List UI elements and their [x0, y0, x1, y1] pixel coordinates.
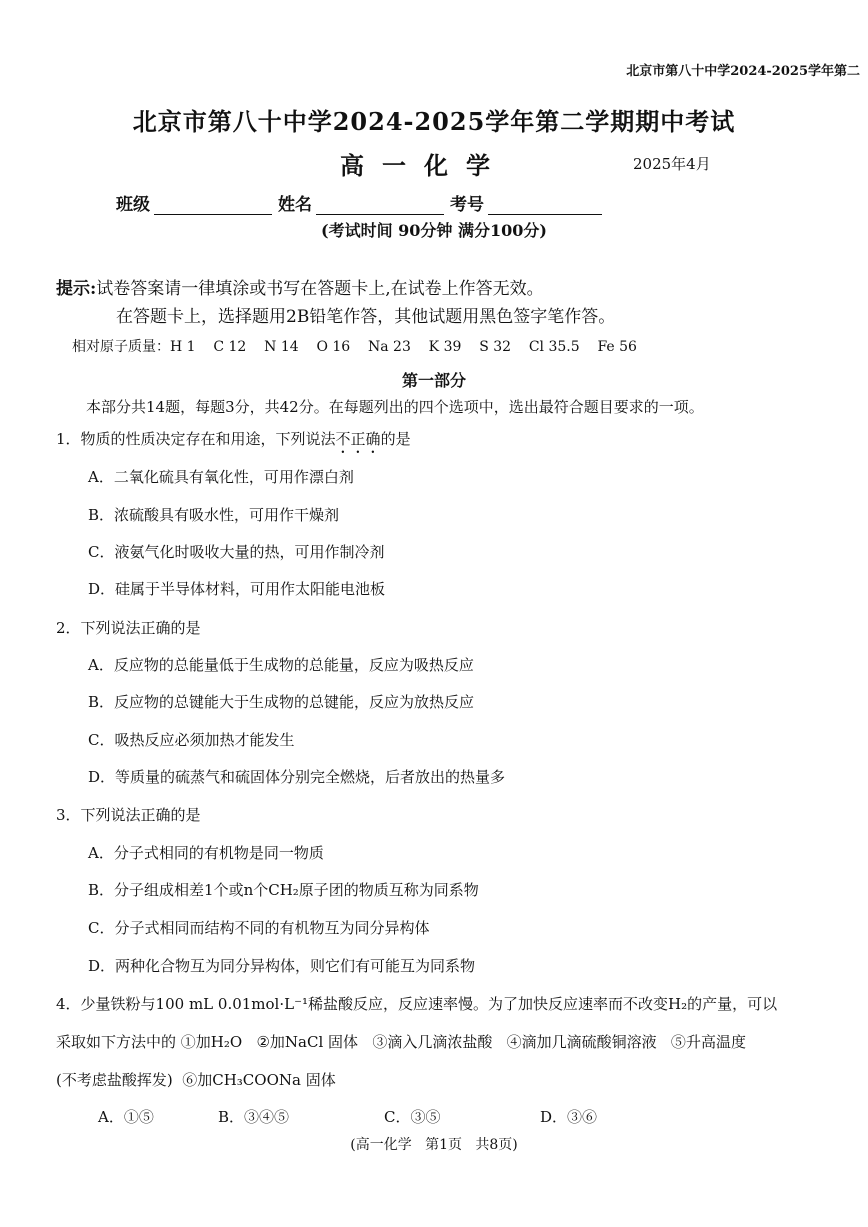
exam-date: 2025年4月 [633, 155, 711, 173]
q1-option-c: C．液氨气化时吸收大量的热，可用作制冷剂 [88, 543, 385, 561]
q1-stem-emphasis: 不正确 [335, 430, 381, 448]
question-4-line-2: 采取如下方法中的 ①加H₂O ②加NaCl 固体 ③滴入几滴浓盐酸 ④滴加几滴硫酸铜溶液 ⑤升高温度 [56, 1033, 746, 1051]
tips-text-1: 试卷答案请一律填涂或书写在答题卡上,在试卷上作答无效。 [96, 279, 544, 299]
question-4-line-1: 4．少量铁粉与100 mL 0.01mol·L⁻¹稀盐酸反应，反应速率慢。为了加快反应速率而不改变H₂的产量，可以 [56, 995, 778, 1013]
class-blank[interactable] [154, 198, 272, 215]
q1-option-a: A．二氧化硫具有氧化性，可用作漂白剂 [88, 468, 354, 486]
q3-option-b: B．分子组成相差1个或n个CH₂原子团的物质互称为同系物 [88, 881, 479, 899]
q2-option-d: D．等质量的硫蒸气和硫固体分别完全燃烧，后者放出的热量多 [88, 768, 506, 786]
running-header: 北京市第八十中学2024-2025学年第二 [626, 64, 860, 79]
exam-no-label: 考号 [450, 195, 484, 215]
question-4-line-3: (不考虑盐酸挥发) ⑥加CH₃COONa 固体 [56, 1071, 336, 1089]
q4-option-a: A．①⑤ [98, 1108, 154, 1126]
part-description: 本部分共14题，每题3分，共42分。在每题列出的四个选项中，选出最符合题目要求的一项。 [86, 398, 704, 416]
student-info-fields [116, 190, 608, 215]
exam-no-blank[interactable] [488, 198, 602, 215]
q3-option-a: A．分子式相同的有机物是同一物质 [88, 844, 324, 862]
q2-option-c: C．吸热反应必须加热才能发生 [88, 731, 295, 749]
tips-line-2: 在答题卡上，选择题用2B铅笔作答，其他试题用黑色签字笔作答。 [116, 307, 616, 327]
q1-stem-b: 的是 [380, 430, 411, 448]
tips-line-1 [56, 274, 544, 299]
exam-duration-info: (考试时间 90分钟 满分100分) [321, 221, 547, 240]
q1-option-b: B．浓硫酸具有吸水性，可用作干燥剂 [88, 506, 340, 524]
q3-option-c: C．分子式相同而结构不同的有机物互为同分异构体 [88, 919, 430, 937]
page-footer: (高一化学 第1页 共8页) [350, 1137, 518, 1153]
q3-option-d: D．两种化合物互为同分异构体，则它们有可能互为同系物 [88, 957, 476, 975]
class-label: 班级 [116, 195, 150, 215]
question-1-stem [56, 428, 411, 457]
q4-option-c: C．③⑤ [384, 1108, 441, 1126]
subject-title: 高一化学 [340, 151, 508, 180]
name-label: 姓名 [278, 195, 312, 215]
atomic-masses: 相对原子质量：H 1 C 12 N 14 O 16 Na 23 K 39 S 32 Cl 35.5 Fe 56 [72, 339, 637, 355]
question-2-stem: 2．下列说法正确的是 [56, 619, 201, 637]
question-3-stem: 3．下列说法正确的是 [56, 806, 201, 824]
tips-label: 提示: [56, 279, 97, 299]
q4-option-b: B．③④⑤ [218, 1108, 290, 1126]
q2-option-a: A．反应物的总能量低于生成物的总能量，反应为吸热反应 [88, 656, 474, 674]
q1-stem-a: 1．物质的性质决定存在和用途，下列说法 [56, 430, 336, 448]
q4-option-d: D．③⑥ [540, 1108, 598, 1126]
q2-option-b: B．反应物的总键能大于生成物的总键能，反应为放热反应 [88, 693, 475, 711]
q1-option-d: D．硅属于半导体材料，可用作太阳能电池板 [88, 580, 386, 598]
exam-title: 北京市第八十中学2024-2025学年第二学期期中考试 [132, 107, 736, 136]
name-blank[interactable] [316, 198, 444, 215]
part-heading: 第一部分 [401, 371, 466, 390]
